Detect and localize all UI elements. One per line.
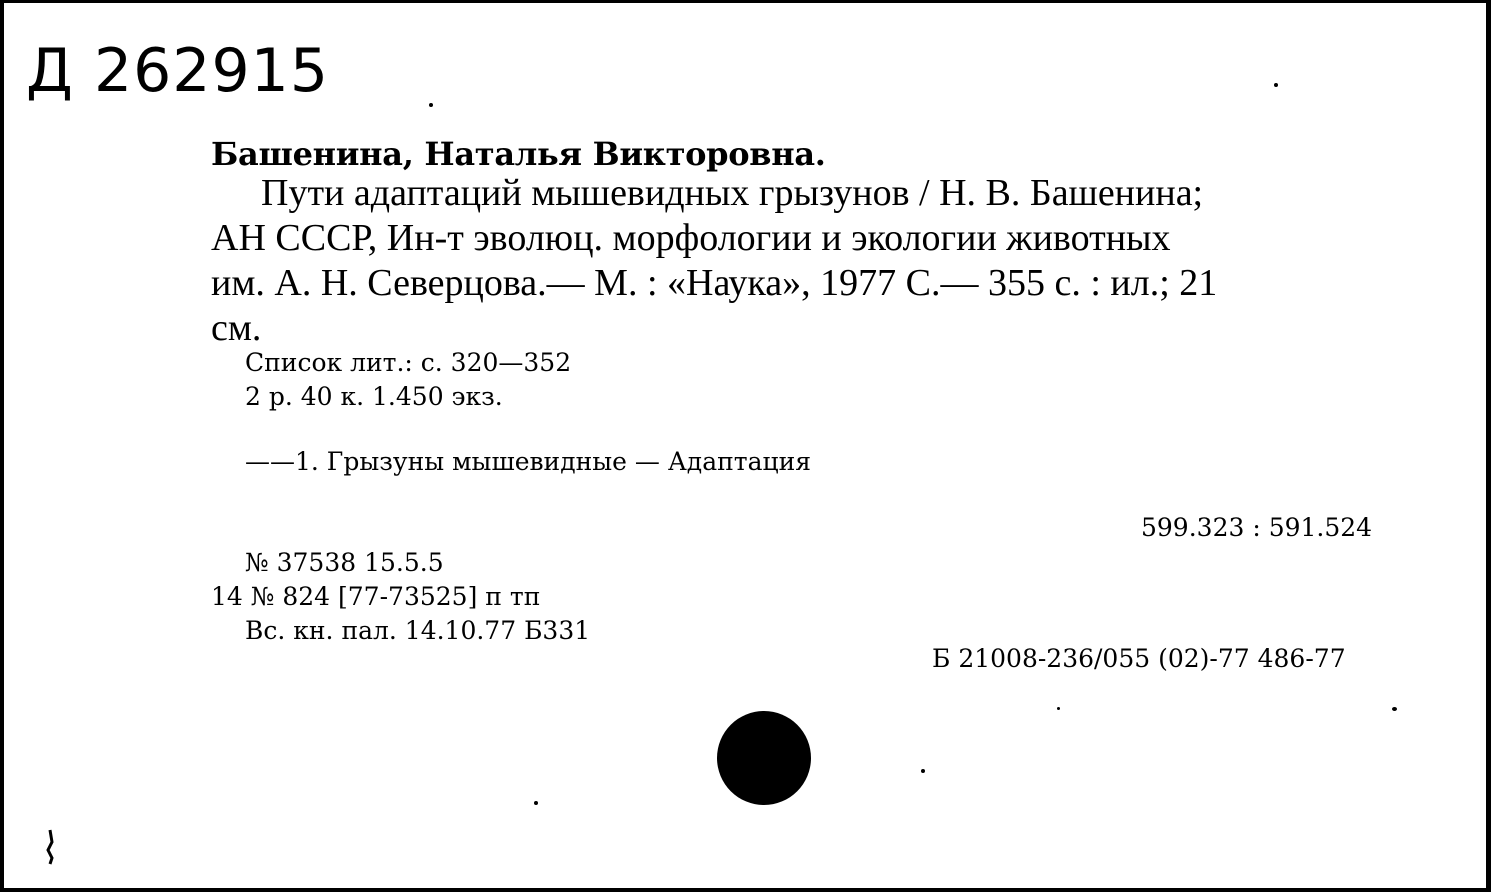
inventory-number-handwritten: Д 262915 <box>26 36 329 106</box>
title-line-3: им. А. Н. Северцова.— М. : «Наука», 1977 С.— 355 с. : ил.; 21 <box>211 262 1218 304</box>
order-number: 14 № 824 [77-73525] п тп <box>211 582 541 611</box>
title-line-1: Пути адаптаций мышевидных грызунов / Н. В. Башенина; <box>261 172 1204 214</box>
price-copies-note: 2 р. 40 к. 1.450 экз. <box>245 382 503 411</box>
registration-block <box>211 546 590 648</box>
bibliography-note: Список лит.: с. 320—352 <box>245 348 572 377</box>
registration-number: № 37538 15.5.5 <box>245 548 444 577</box>
notes-block <box>245 346 571 414</box>
subject-heading: ——1. Грызуны мышевидные — Адаптация <box>245 447 812 476</box>
dust-speck <box>1057 707 1060 710</box>
bbk-code: Б 21008-236/055 (02)-77 486-77 <box>932 644 1346 673</box>
title-line-2: АН СССР, Ин-т эволюц. морфологии и экологии животных <box>211 217 1171 259</box>
author-heading: Башенина, Наталья Викторовна. <box>211 135 826 173</box>
dust-speck <box>1274 83 1278 87</box>
udc-code: 599.323 : 591.524 <box>1141 513 1373 542</box>
dust-speck <box>1392 707 1397 711</box>
punch-hole <box>717 711 811 805</box>
title-description <box>211 171 1217 351</box>
dust-speck <box>534 801 538 805</box>
title-line-4: см. <box>211 307 262 349</box>
scan-mark <box>44 828 56 866</box>
book-chamber-line: Вс. кн. пал. 14.10.77 Б331 <box>245 616 591 645</box>
dust-speck <box>921 769 925 773</box>
dust-speck <box>429 103 433 107</box>
